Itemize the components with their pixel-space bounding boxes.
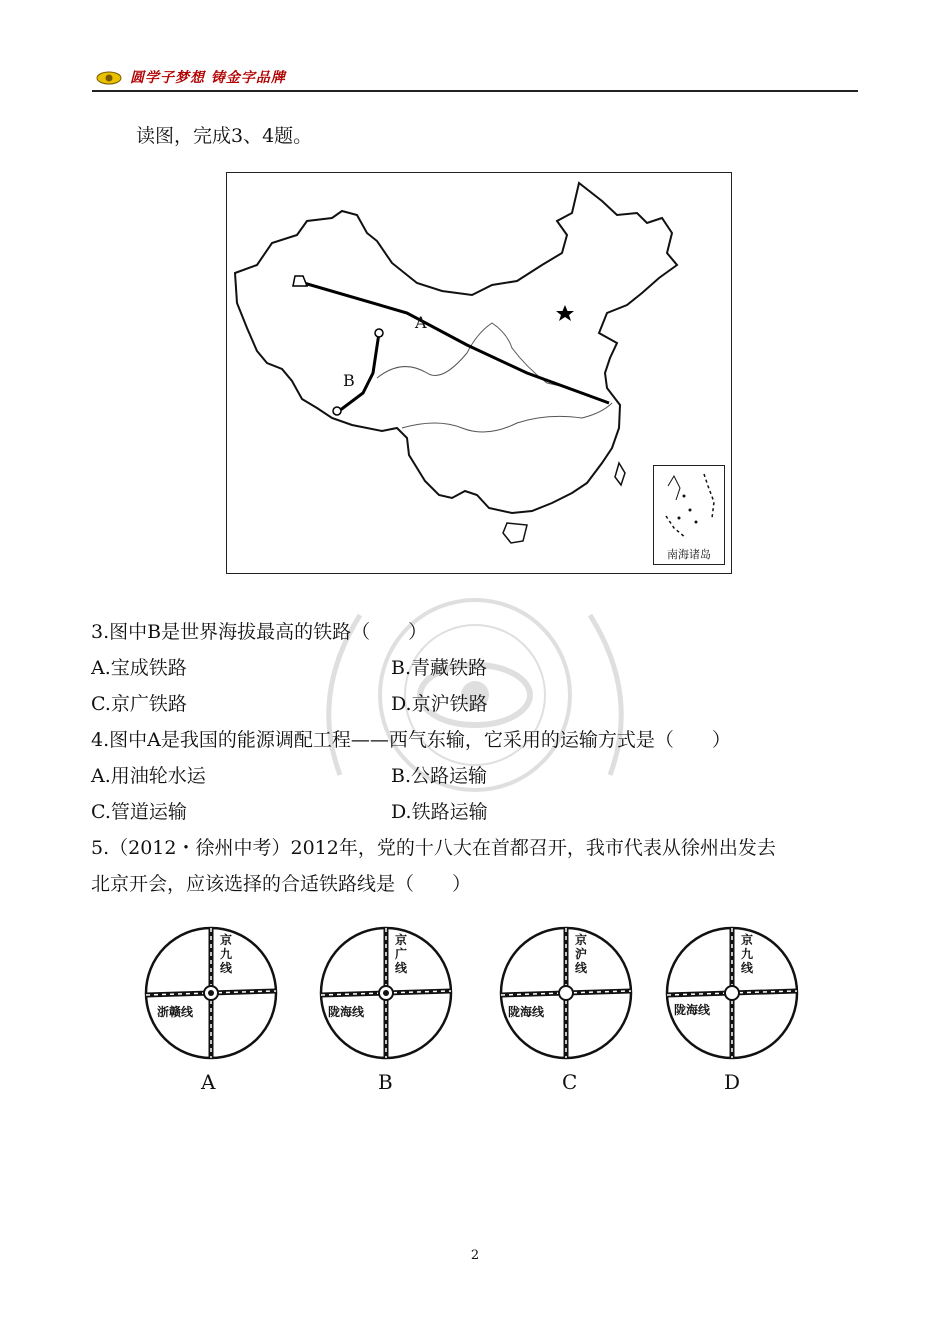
junction-b-horizontal-label: 陇海线 (328, 1005, 365, 1019)
junction-letter-a: A (201, 1070, 216, 1094)
header-brand-text: 圆学子梦想 铸金字品牌 (130, 70, 286, 86)
q4-option-c[interactable]: C.管道运输 (91, 801, 187, 823)
question-5-stem-line1: 5.（2012・徐州中考）2012年，党的十八大在首都召开，我市代表从徐州出发去 (91, 837, 776, 859)
junction-d-vertical-label: 京九线 (740, 933, 753, 975)
q4-option-d[interactable]: D.铁路运输 (391, 801, 488, 823)
junction-diagram-b[interactable] (318, 925, 458, 1065)
map-label-a: A (415, 313, 427, 332)
question-3-stem: 3.图中B是世界海拔最高的铁路（ ） (91, 621, 428, 643)
china-map (226, 172, 732, 574)
junction-c-vertical-label: 京沪线 (574, 933, 587, 975)
capital-star-icon (556, 305, 574, 321)
junction-diagram-c[interactable] (498, 925, 638, 1065)
south-china-sea-inset (653, 465, 725, 565)
junction-letter-d: D (724, 1070, 741, 1094)
junction-d-horizontal-label: 陇海线 (674, 1003, 711, 1017)
junction-b-vertical-label: 京广线 (394, 933, 407, 975)
page-header (92, 64, 858, 92)
inset-label: 南海诸岛 (667, 548, 711, 561)
q4-option-b[interactable]: B.公路运输 (391, 765, 488, 787)
question-4-stem: 4.图中A是我国的能源调配工程——西气东输，它采用的运输方式是（ ） (91, 729, 731, 751)
junction-letter-b: B (378, 1070, 393, 1094)
junction-diagram-d[interactable] (664, 925, 804, 1065)
intro-text: 读图，完成3、4题。 (136, 125, 313, 147)
junction-c-horizontal-label: 陇海线 (508, 1005, 545, 1019)
brand-logo-icon (96, 68, 122, 86)
q4-option-a[interactable]: A.用油轮水运 (91, 765, 206, 787)
islands-map-icon (654, 466, 724, 546)
junction-diagram-a[interactable] (143, 925, 283, 1065)
q3-option-a[interactable]: A.宝成铁路 (91, 657, 187, 679)
junction-a-vertical-label: 京九线 (219, 933, 232, 975)
q3-option-d[interactable]: D.京沪铁路 (391, 693, 488, 715)
map-label-b: B (343, 371, 355, 390)
page-number: 2 (470, 1248, 480, 1263)
q3-option-b[interactable]: B.青藏铁路 (391, 657, 488, 679)
q3-option-c[interactable]: C.京广铁路 (91, 693, 187, 715)
junction-letter-c: C (562, 1070, 578, 1094)
question-5-stem-line2: 北京开会，应该选择的合适铁路线是（ ） (91, 873, 472, 895)
junction-a-horizontal-label: 浙赣线 (157, 1005, 194, 1019)
